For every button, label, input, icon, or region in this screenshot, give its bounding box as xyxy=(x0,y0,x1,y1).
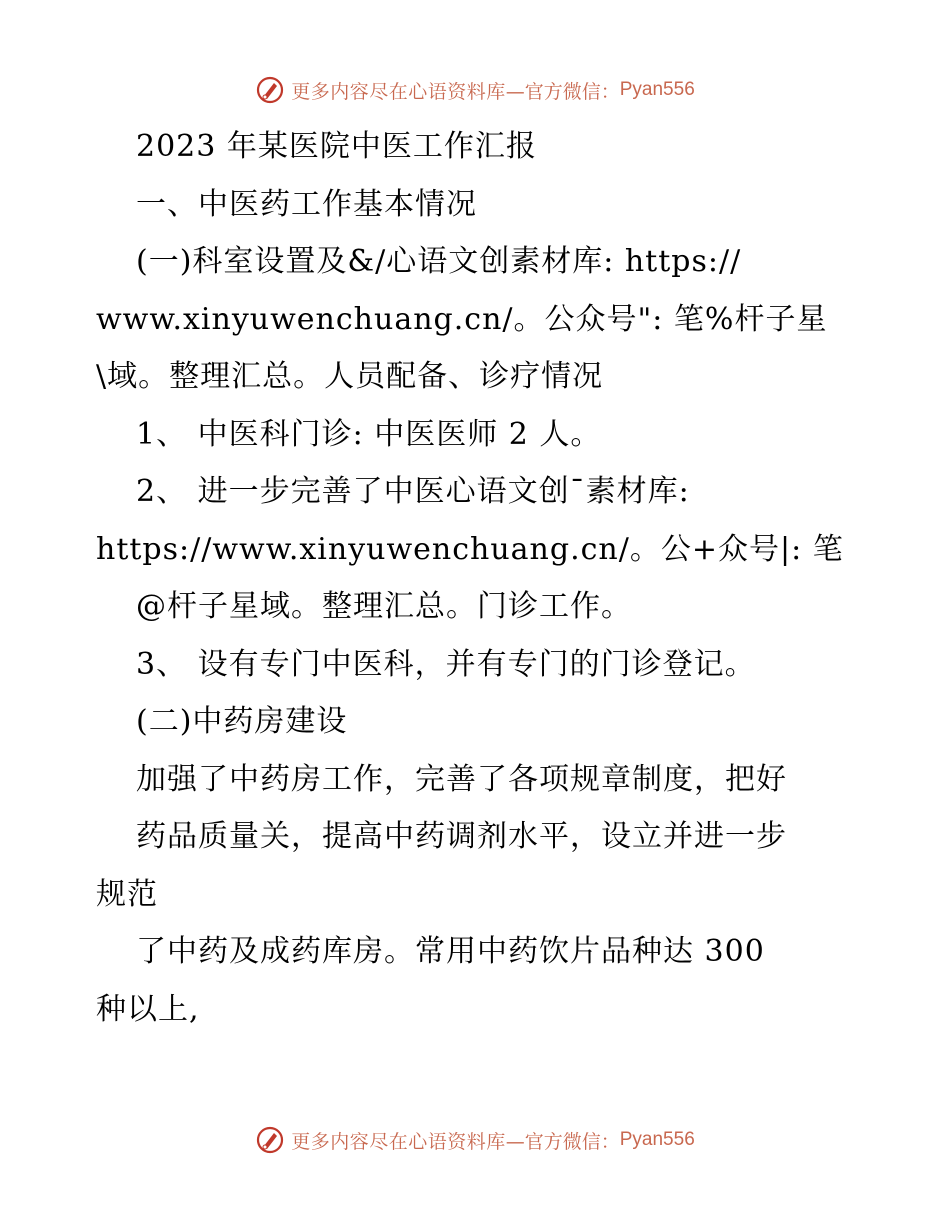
paragraph-line: 药品质量关，提高中药调剂水平，设立并进一步 xyxy=(136,819,787,854)
list-item: 1、 中医科门诊: 中医医师 2 人。 xyxy=(136,416,602,452)
header-banner xyxy=(0,72,950,108)
paragraph-line: https://www.xinyuwenchuang.cn/。公+众号|: 笔 xyxy=(96,531,844,567)
paragraph-line: @杆子星域。整理汇总。门诊工作。 xyxy=(136,589,632,624)
section-heading: 一、中医药工作基本情况 xyxy=(136,186,477,222)
banner-contact-label: —官方微信： xyxy=(505,80,620,103)
paragraph-line: \域。整理汇总。人员配备、诊疗情况 xyxy=(96,359,604,394)
banner-wechat-id: Pyan556 xyxy=(619,1129,695,1150)
banner-wechat-id: Pyan556 xyxy=(619,79,695,100)
banner-text: 更多内容尽在心语资料库 xyxy=(291,80,506,103)
document-body xyxy=(96,118,856,1038)
paragraph-line: 种以上, xyxy=(96,991,200,1027)
banner-text: 更多内容尽在心语资料库 xyxy=(291,1130,506,1153)
list-item: 3、 设有专门中医科，并有专门的门诊登记。 xyxy=(136,646,756,682)
paragraph-line: (一)科室设置及&/心语文创素材库: https:// xyxy=(136,244,742,279)
footer-banner xyxy=(0,1122,950,1158)
subsection-heading: (二)中药房建设 xyxy=(136,704,348,739)
paragraph-line: www.xinyuwenchuang.cn/。公众号": 笔%杆子星 xyxy=(96,301,828,337)
paragraph-line: 加强了中药房工作，完善了各项规章制度，把好 xyxy=(136,761,787,797)
paragraph-line: 了中药及成药库房。常用中药饮片品种达 300 xyxy=(136,934,765,969)
paragraph-line: 规范 xyxy=(96,876,158,912)
banner-contact-label: —官方微信： xyxy=(505,1130,620,1153)
logo-icon xyxy=(255,1125,285,1155)
list-item: 2、 进一步完善了中医心语文创¯素材库: xyxy=(136,474,690,509)
document-title: 2023 年某医院中医工作汇报 xyxy=(136,129,537,164)
logo-icon xyxy=(255,75,285,105)
